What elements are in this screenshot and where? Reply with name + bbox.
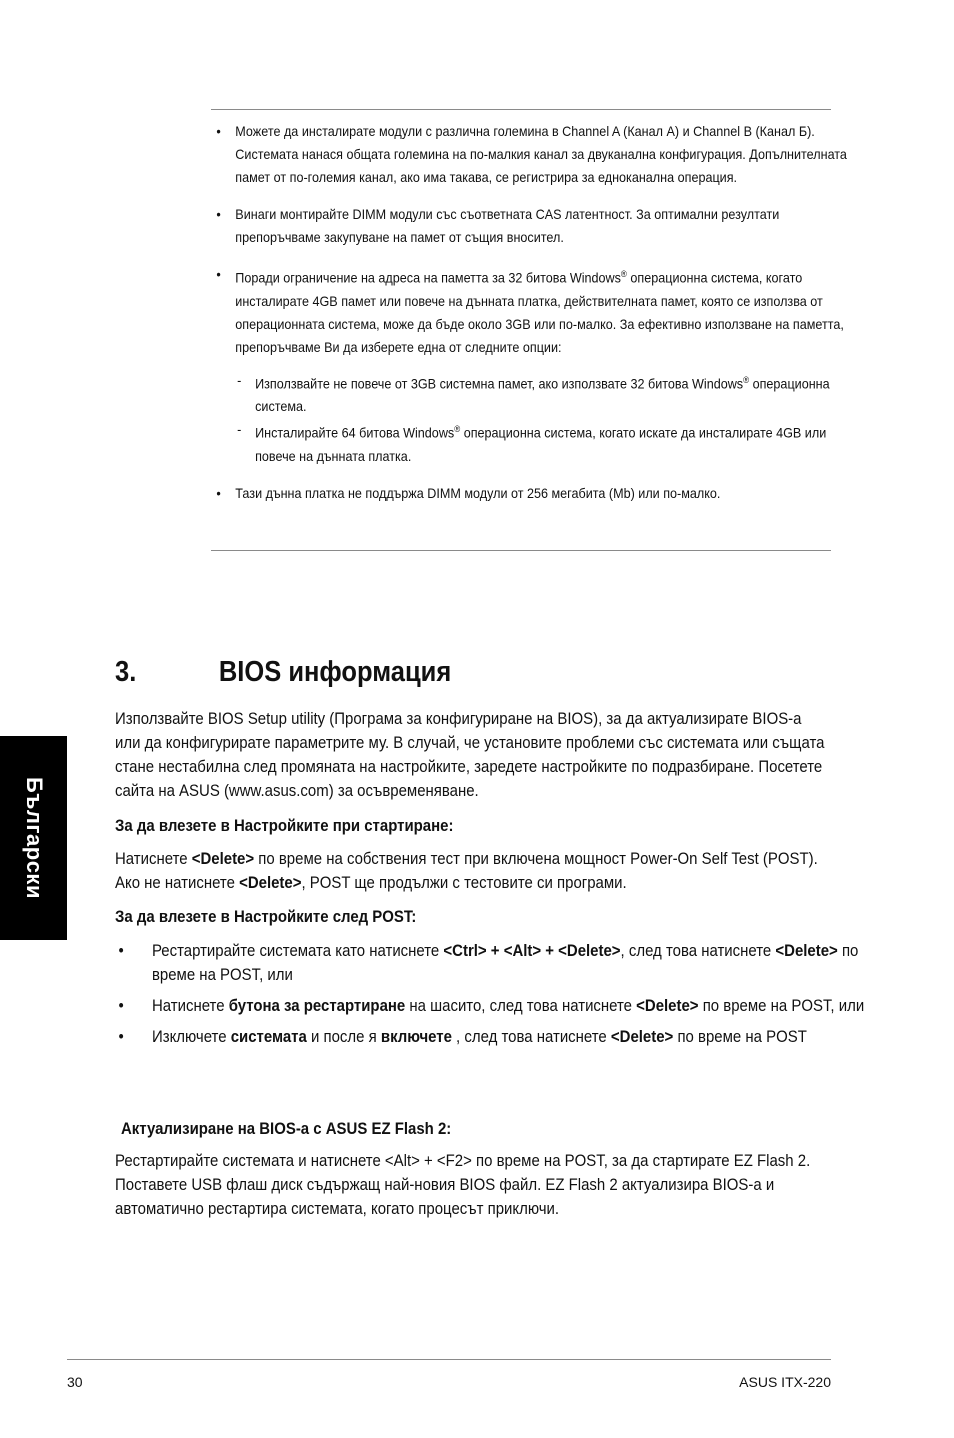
note-text: Можете да инсталирате модули с различна големина в Channel A (Канал А) и Channel B (Канал Б). Системата нанася общата големина на по-малкия канал за двуканална конфигурация. Допълнителната памет от по-големия канал, ако има такава, се регистрира за едноканална операция. — [235, 123, 847, 185]
text: , POST ще продължи с тестовите си програми. — [301, 873, 627, 892]
key-combo: <Ctrl> + <Alt> + <Delete> — [443, 941, 621, 960]
spacer — [211, 189, 849, 203]
language-tab — [0, 736, 67, 940]
registered-mark: ® — [620, 269, 627, 279]
key-delete: <Delete> — [610, 1027, 674, 1046]
option-text: операционна система, когато искате да инсталирате 4GB или повече на дънната платка. — [255, 424, 827, 464]
key-delete: <Delete> — [191, 849, 255, 868]
emphasis: бутона за рестартиране — [228, 996, 406, 1015]
emphasis: включете — [380, 1027, 452, 1046]
text: по време на POST — [673, 1027, 807, 1046]
text: по време на собствения тест при включена мощност Power-On Self Test (POST). Ако не натиснете — [115, 849, 818, 892]
note-box — [211, 109, 847, 551]
language-tab-label: Български — [21, 777, 47, 899]
note-item — [211, 120, 849, 189]
spacer — [211, 249, 849, 263]
key-delete: <Delete> — [239, 873, 302, 892]
bullet-mark: • — [216, 206, 221, 222]
text: Рестартирайте системата като натиснете — [151, 941, 444, 960]
section-number: 3. — [115, 656, 137, 688]
bullet-mark: • — [118, 996, 124, 1015]
note-item — [211, 263, 849, 468]
intro-paragraph: Използвайте BIOS Setup utility (Програма за конфигуриране на BIOS), за да актуализирате BIOS-а или да конфигурирате параметрите му. В случай, че установите проблеми със системата или същата стане нестабилна след промяната на настройките, заредете настройките по подразбиране. Посетете сайта на ASUS (www.asus.com) за осъвременяване. — [115, 709, 825, 800]
key-delete: <Delete> — [636, 996, 699, 1015]
note-text: Тази дънна платка не поддържа DIMM модули от 256 мегабита (Mb) или по-малко. — [235, 484, 721, 501]
note-item — [211, 203, 849, 249]
startup-paragraph — [115, 847, 830, 895]
startup-heading-block — [115, 816, 831, 836]
spacer — [211, 468, 849, 482]
product-name: ASUS ITX-220 — [739, 1374, 831, 1390]
option-item — [235, 369, 849, 419]
after-post-list — [115, 939, 865, 1049]
text: Натиснете — [115, 849, 192, 868]
option-text: Използвайте не повече от 3GB системна памет, ако използвате 32 битова Windows — [255, 375, 744, 392]
text: Изключете — [151, 1027, 231, 1046]
ezflash-heading-block — [121, 1119, 837, 1139]
emphasis: системата — [230, 1027, 307, 1046]
registered-mark: ® — [743, 374, 750, 385]
options-list — [235, 369, 849, 468]
list-item — [115, 939, 867, 987]
text: и после я — [306, 1027, 381, 1046]
text: Натиснете — [151, 996, 229, 1015]
key-delete: <Delete> — [775, 941, 838, 960]
registered-mark: ® — [454, 424, 461, 435]
text: на шасито, след това натиснете — [405, 996, 637, 1015]
note-text: Поради ограничение на адреса на паметта за 32 битова Windows — [235, 269, 621, 286]
bullet-mark: • — [118, 941, 124, 960]
ezflash-heading: Актуализиране на BIOS-а с ASUS EZ Flash 2: — [121, 1119, 452, 1138]
startup-block — [115, 847, 831, 895]
dash-mark: - — [237, 421, 242, 438]
option-text: операционна система. — [255, 375, 830, 415]
option-text: Инсталирайте 64 битова Windows — [255, 424, 455, 441]
startup-heading: За да влезете в Настройките при стартиране: — [115, 816, 454, 835]
footer-divider — [67, 1359, 831, 1360]
bullet-mark: • — [216, 484, 221, 501]
dash-mark: - — [237, 371, 242, 388]
text: , след това натиснете — [451, 1027, 611, 1046]
section-heading — [115, 656, 451, 689]
note-text: операционна система, когато инсталирате 4GB памет или повече на дънната платка, действителната памет, която се използва от операционната система, може да бъде около 3GB или по-малко. За ефективно използване на паметта, препоръчваме Ви да изберете една от следните опции: — [235, 269, 844, 355]
bullet-mark: • — [118, 1027, 124, 1046]
ezflash-paragraph: Рестартирайте системата и натиснете <Alt> + <F2> по време на POST, за да стартирате EZ Flash 2. Поставете USB флаш диск съдържащ най-новия BIOS файл. EZ Flash 2 актуализира BIOS-а и автоматично рестартира системата, когато процесът приключи. — [115, 1151, 811, 1218]
intro-block — [115, 707, 831, 803]
text: по време на POST, или — [698, 996, 865, 1015]
after-post-heading-block — [115, 907, 831, 927]
section-title: BIOS информация — [218, 656, 452, 688]
list-item — [115, 994, 867, 1018]
option-item — [235, 418, 849, 468]
page-number: 30 — [67, 1374, 83, 1390]
bullet-mark: • — [216, 266, 221, 282]
list-item — [115, 1025, 867, 1049]
memory-notes-list — [211, 120, 847, 505]
text: , след това натиснете — [620, 941, 776, 960]
after-post-block — [115, 939, 865, 1056]
note-item — [211, 482, 849, 505]
bullet-mark: • — [216, 123, 221, 139]
note-text: Винаги монтирайте DIMM модули със съответната CAS латентност. За оптимални резултати препоръчваме закупуване на памет от същия вносител. — [235, 206, 780, 245]
text: по време на POST, или — [151, 941, 859, 984]
ezflash-block — [115, 1149, 831, 1221]
after-post-heading: За да влезете в Настройките след POST: — [115, 907, 417, 926]
